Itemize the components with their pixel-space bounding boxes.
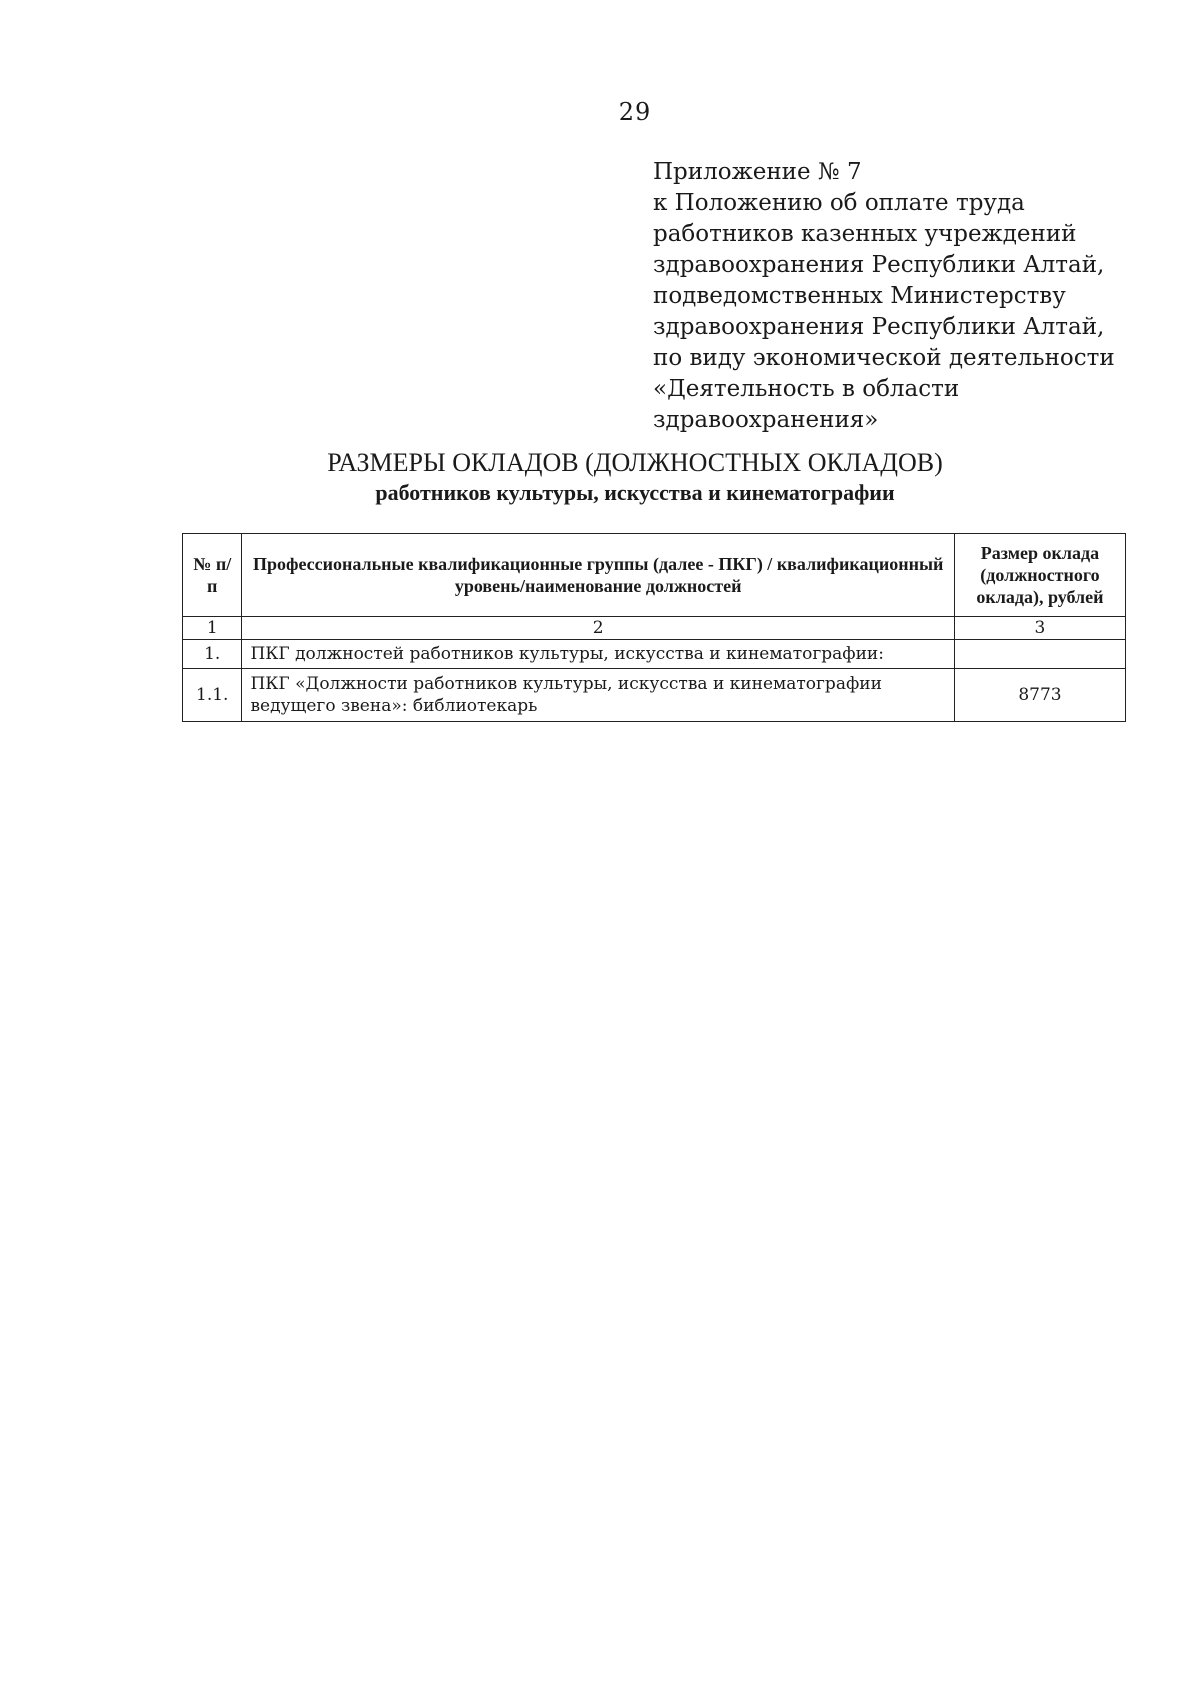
appendix-line: Приложение № 7	[653, 159, 862, 185]
page-number: 29	[618, 98, 652, 126]
header-salary: Размер оклада (должностного оклада), рублей	[954, 534, 1125, 617]
column-index-cell: 2	[242, 617, 954, 640]
appendix-line: «Деятельность в области	[653, 376, 960, 402]
row-number-cell: 1.1.	[183, 669, 242, 722]
document-title: РАЗМЕРЫ ОКЛАДОВ (ДОЛЖНОСТНЫХ ОКЛАДОВ)	[327, 448, 943, 477]
table-column-index-row	[183, 617, 1126, 640]
appendix-line: подведомственных Министерству	[653, 283, 1066, 309]
column-index-cell: 1	[183, 617, 242, 640]
appendix-note	[653, 157, 1173, 436]
appendix-line: здравоохранения»	[653, 407, 879, 433]
row-salary-cell	[954, 640, 1125, 669]
row-salary-cell: 8773	[954, 669, 1125, 722]
column-index-cell: 3	[954, 617, 1125, 640]
table-row	[183, 669, 1126, 722]
header-number: № п/п	[183, 534, 242, 617]
header-qualification-group: Профессиональные квалификационные группы (далее - ПКГ) / квалификационный уровень/наименование должностей	[242, 534, 954, 617]
row-number-cell: 1.	[183, 640, 242, 669]
row-name-cell: ПКГ «Должности работников культуры, искусства и кинематографии ведущего звена»: библиотекарь	[242, 669, 954, 722]
appendix-line: работников казенных учреждений	[653, 221, 1077, 247]
table-row	[183, 640, 1126, 669]
appendix-line: по виду экономической деятельности	[653, 345, 1115, 371]
appendix-line: здравоохранения Республики Алтай,	[653, 252, 1105, 278]
appendix-line: здравоохранения Республики Алтай,	[653, 314, 1105, 340]
table-header-row	[183, 534, 1126, 617]
document-subtitle: работников культуры, искусства и кинематографии	[375, 480, 895, 505]
salary-table	[182, 533, 1126, 722]
row-name-cell: ПКГ должностей работников культуры, искусства и кинематографии:	[242, 640, 954, 669]
appendix-line: к Положению об оплате труда	[653, 190, 1025, 216]
